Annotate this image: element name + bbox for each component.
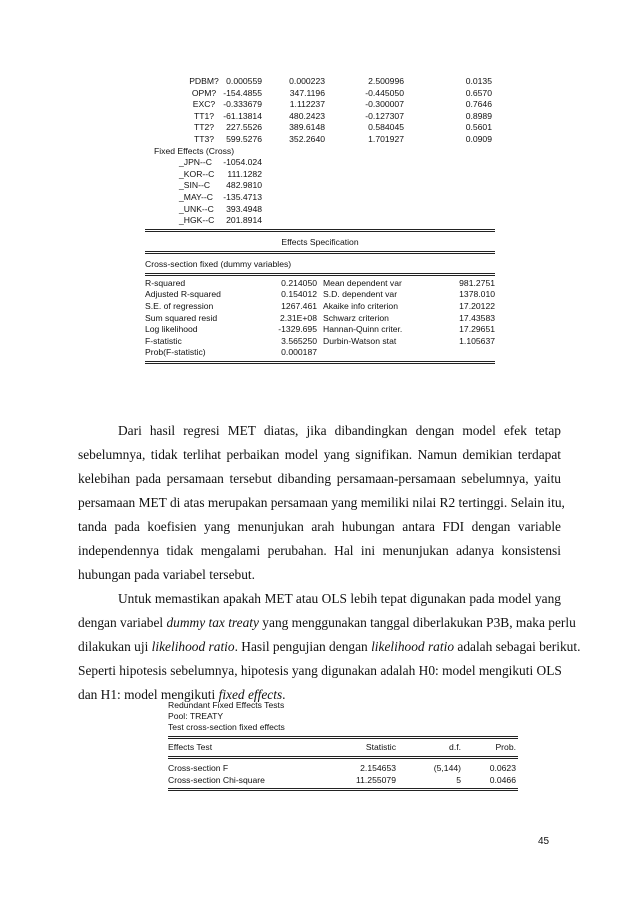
statistic-row bbox=[145, 347, 495, 359]
double-rule bbox=[145, 273, 495, 276]
statistic-label: Durbin-Watson stat bbox=[323, 335, 397, 346]
text-line: Seperti hipotesis sebelumnya, hipotesis yang digunakan adalah H0: model mengikuti OLS bbox=[78, 663, 562, 678]
statistic-label: R-squared bbox=[145, 277, 186, 288]
variable-name: TT2? bbox=[193, 122, 215, 133]
test-df: 5 bbox=[456, 774, 461, 785]
text-run: dilakukan uji bbox=[78, 639, 152, 654]
test-prob: 0.0466 bbox=[489, 774, 516, 785]
fixed-effect-value: 111.1282 bbox=[227, 168, 262, 179]
coefficient-value: -0.333679 bbox=[223, 99, 262, 110]
t-statistic-value: -0.300007 bbox=[365, 99, 404, 110]
statistic-label: Hannan-Quinn criter. bbox=[323, 324, 403, 335]
redundant-title: Redundant Fixed Effects Tests bbox=[168, 700, 285, 710]
text-line: independennya tidak mengalami perubahan. Hal ini menunjukan adanya konsistensi bbox=[78, 543, 561, 558]
text-line bbox=[78, 611, 576, 635]
test-name: Cross-section Chi-square bbox=[168, 774, 265, 785]
fixed-effects-rows bbox=[145, 157, 495, 227]
statistic-value: 3.565250 bbox=[281, 335, 317, 346]
cross-section-title: Cross-section fixed (dummy variables) bbox=[145, 258, 292, 269]
double-rule bbox=[168, 756, 518, 759]
std-error-value: 352.2640 bbox=[289, 133, 325, 144]
statistic-label: Adjusted R-squared bbox=[145, 289, 221, 300]
probability-value: 0.8989 bbox=[465, 110, 492, 121]
statistic-value: 17.43583 bbox=[459, 312, 495, 323]
regression-output-table bbox=[145, 76, 495, 366]
italic-term: likelihood ratio bbox=[371, 639, 455, 654]
probability-value: 0.5601 bbox=[465, 122, 492, 133]
t-statistic-value: 1.701927 bbox=[368, 133, 404, 144]
variable-name: PDBM? bbox=[189, 76, 219, 86]
text-run: dengan variabel bbox=[78, 615, 167, 630]
probability-value: 0.0909 bbox=[465, 133, 492, 144]
variable-name: TT3? bbox=[193, 133, 215, 144]
fixed-effect-row bbox=[145, 192, 495, 204]
italic-term: likelihood ratio bbox=[151, 639, 235, 654]
coefficient-row bbox=[145, 99, 495, 111]
double-rule bbox=[145, 229, 495, 232]
std-error-value: 389.6148 bbox=[289, 122, 325, 133]
statistic-value: 1267.461 bbox=[281, 300, 317, 311]
statistic-value: 17.29651 bbox=[459, 324, 495, 335]
fixed-effect-row bbox=[145, 180, 495, 192]
std-error-value: 347.1196 bbox=[289, 87, 325, 98]
t-statistic-value: -0.445050 bbox=[365, 87, 404, 98]
redundant-test-line: Test cross-section fixed effects bbox=[168, 722, 285, 733]
double-rule bbox=[168, 736, 518, 739]
redundant-rows bbox=[168, 763, 518, 786]
fixed-effect-name: _SIN--C bbox=[179, 180, 211, 191]
statistic-label: Schwarz criterion bbox=[323, 312, 389, 323]
statistic-row bbox=[145, 324, 495, 336]
statistic-value: 1.105637 bbox=[459, 335, 495, 346]
page-number: 45 bbox=[538, 836, 550, 847]
statistic-value: 0.214050 bbox=[281, 277, 317, 288]
italic-term: fixed effects bbox=[218, 687, 283, 702]
statistic-value: 1378.010 bbox=[459, 289, 495, 300]
t-statistic-value: 0.584045 bbox=[368, 122, 404, 133]
statistic-value: 981.2751 bbox=[459, 277, 495, 288]
fixed-effect-name: _MAY--C bbox=[179, 191, 213, 202]
variable-name: OPM? bbox=[191, 87, 217, 98]
statistic-label: Sum squared resid bbox=[145, 312, 218, 323]
text-line bbox=[78, 635, 581, 659]
statistic-value: -1329.695 bbox=[278, 324, 317, 335]
statistic-row bbox=[145, 301, 495, 313]
t-statistic-value: 2.500996 bbox=[368, 76, 404, 86]
fixed-effect-name: _HGK--C bbox=[179, 215, 215, 226]
text-line: persamaan MET di atas merupakan persamaan yang memiliki nilai R2 tertinggi. Selain itu, bbox=[78, 495, 565, 510]
statistic-label: F-statistic bbox=[145, 335, 182, 346]
statistics-rows bbox=[145, 278, 495, 359]
redundant-fixed-effects-table bbox=[168, 700, 518, 793]
statistic-value: 0.154012 bbox=[281, 289, 317, 300]
fixed-effect-value: 482.9810 bbox=[226, 180, 262, 191]
fixed-effect-value: 201.8914 bbox=[226, 215, 262, 226]
coefficient-row bbox=[145, 122, 495, 134]
variable-name: TT1? bbox=[193, 110, 215, 121]
paragraph-2 bbox=[78, 587, 581, 707]
fixed-effect-row bbox=[145, 169, 495, 181]
statistic-label: S.D. dependent var bbox=[323, 289, 398, 300]
text-line: hubungan pada variabel tersebut. bbox=[78, 567, 255, 582]
fixed-effect-row bbox=[145, 215, 495, 227]
text-line: tanda pada koefisien yang menunjukan arah hubungan antara FDI dengan variable bbox=[78, 519, 561, 534]
coefficient-row bbox=[145, 76, 495, 88]
test-df: (5,144) bbox=[433, 763, 461, 774]
text-run: . Hasil pengujian dengan bbox=[234, 639, 372, 654]
coefficient-value: 0.000559 bbox=[226, 76, 262, 86]
statistic-label: Akaike info criterion bbox=[323, 300, 398, 311]
probability-value: 0.7646 bbox=[465, 99, 492, 110]
text-run: dan H1: model mengikuti bbox=[78, 687, 219, 702]
fixed-effect-value: -135.4713 bbox=[223, 191, 262, 202]
coefficient-value: -61.13814 bbox=[223, 110, 262, 121]
probability-value: 0.0135 bbox=[465, 76, 492, 86]
redundant-header-row bbox=[168, 742, 518, 754]
coefficient-value: -154.4855 bbox=[223, 87, 262, 98]
coefficient-rows bbox=[145, 76, 495, 146]
statistic-row bbox=[145, 313, 495, 325]
text-line: kelebihan pada persamaan tersebut dibanding persamaan-persamaan sebelumnya, yaitu bbox=[78, 471, 561, 486]
double-rule bbox=[145, 251, 495, 254]
coefficient-value: 227.5526 bbox=[226, 122, 262, 133]
coefficient-row bbox=[145, 134, 495, 146]
text-run: . bbox=[282, 687, 286, 702]
statistic-value: 17.20122 bbox=[459, 300, 495, 311]
redundant-test-row bbox=[168, 775, 518, 787]
std-error-value: 0.000223 bbox=[289, 76, 325, 86]
statistic-label: Log likelihood bbox=[145, 324, 198, 335]
coefficient-row bbox=[145, 88, 495, 100]
fixed-effect-name: _JPN--C bbox=[179, 157, 212, 168]
statistic-label: Prob(F-statistic) bbox=[145, 347, 206, 358]
header-effects-test: Effects Test bbox=[168, 741, 213, 752]
fixed-effect-row bbox=[145, 204, 495, 216]
coefficient-value: 599.5276 bbox=[226, 133, 262, 144]
statistic-row bbox=[145, 278, 495, 290]
double-rule bbox=[168, 788, 518, 791]
statistic-value: 2.31E+08 bbox=[279, 312, 317, 323]
coefficient-row bbox=[145, 111, 495, 123]
fixed-effects-title: Fixed Effects (Cross) bbox=[154, 145, 235, 156]
header-statistic: Statistic bbox=[365, 741, 396, 752]
statistic-label: Mean dependent var bbox=[323, 277, 402, 288]
statistic-row bbox=[145, 289, 495, 301]
effects-spec-title: Effects Specification bbox=[281, 236, 359, 247]
redundant-test-row bbox=[168, 763, 518, 775]
header-df: d.f. bbox=[449, 741, 461, 752]
t-statistic-value: -0.127307 bbox=[365, 110, 404, 121]
header-prob: Prob. bbox=[495, 741, 516, 752]
text-line: sebelumnya, tidak terlihat perbaikan model yang signifikan. Namun demikian terdapat bbox=[78, 447, 561, 462]
italic-term: dummy tax treaty bbox=[166, 615, 259, 630]
redundant-pool: Pool: TREATY bbox=[168, 711, 224, 722]
text-line: Dari hasil regresi MET diatas, jika dibandingkan dengan model efek tetap bbox=[118, 423, 561, 438]
statistic-label: S.E. of regression bbox=[145, 300, 214, 311]
probability-value: 0.6570 bbox=[465, 87, 492, 98]
fixed-effect-name: _KOR--C bbox=[179, 168, 215, 179]
fixed-effect-value: -1054.024 bbox=[223, 157, 262, 168]
test-prob: 0.0623 bbox=[489, 763, 516, 774]
double-rule bbox=[145, 361, 495, 364]
paragraph-1 bbox=[78, 419, 565, 587]
std-error-value: 480.2423 bbox=[289, 110, 325, 121]
fixed-effect-row bbox=[145, 157, 495, 169]
body-text bbox=[78, 419, 581, 707]
text-run: yang menggunakan tanggal diberlakukan P3B, maka perlu bbox=[258, 615, 576, 630]
test-statistic: 2.154653 bbox=[360, 763, 396, 774]
statistic-value: 0.000187 bbox=[281, 347, 317, 358]
variable-name: EXC? bbox=[192, 99, 216, 110]
std-error-value: 1.112237 bbox=[289, 99, 325, 110]
text-line: Untuk memastikan apakah MET atau OLS lebih tepat digunakan pada model yang bbox=[118, 591, 561, 606]
fixed-effect-value: 393.4948 bbox=[226, 203, 262, 214]
statistic-row bbox=[145, 336, 495, 348]
test-name: Cross-section F bbox=[168, 763, 229, 774]
fixed-effect-name: _UNK--C bbox=[179, 203, 214, 214]
text-run: adalah sebagai berikut. bbox=[454, 639, 581, 654]
test-statistic: 11.255079 bbox=[356, 774, 396, 785]
